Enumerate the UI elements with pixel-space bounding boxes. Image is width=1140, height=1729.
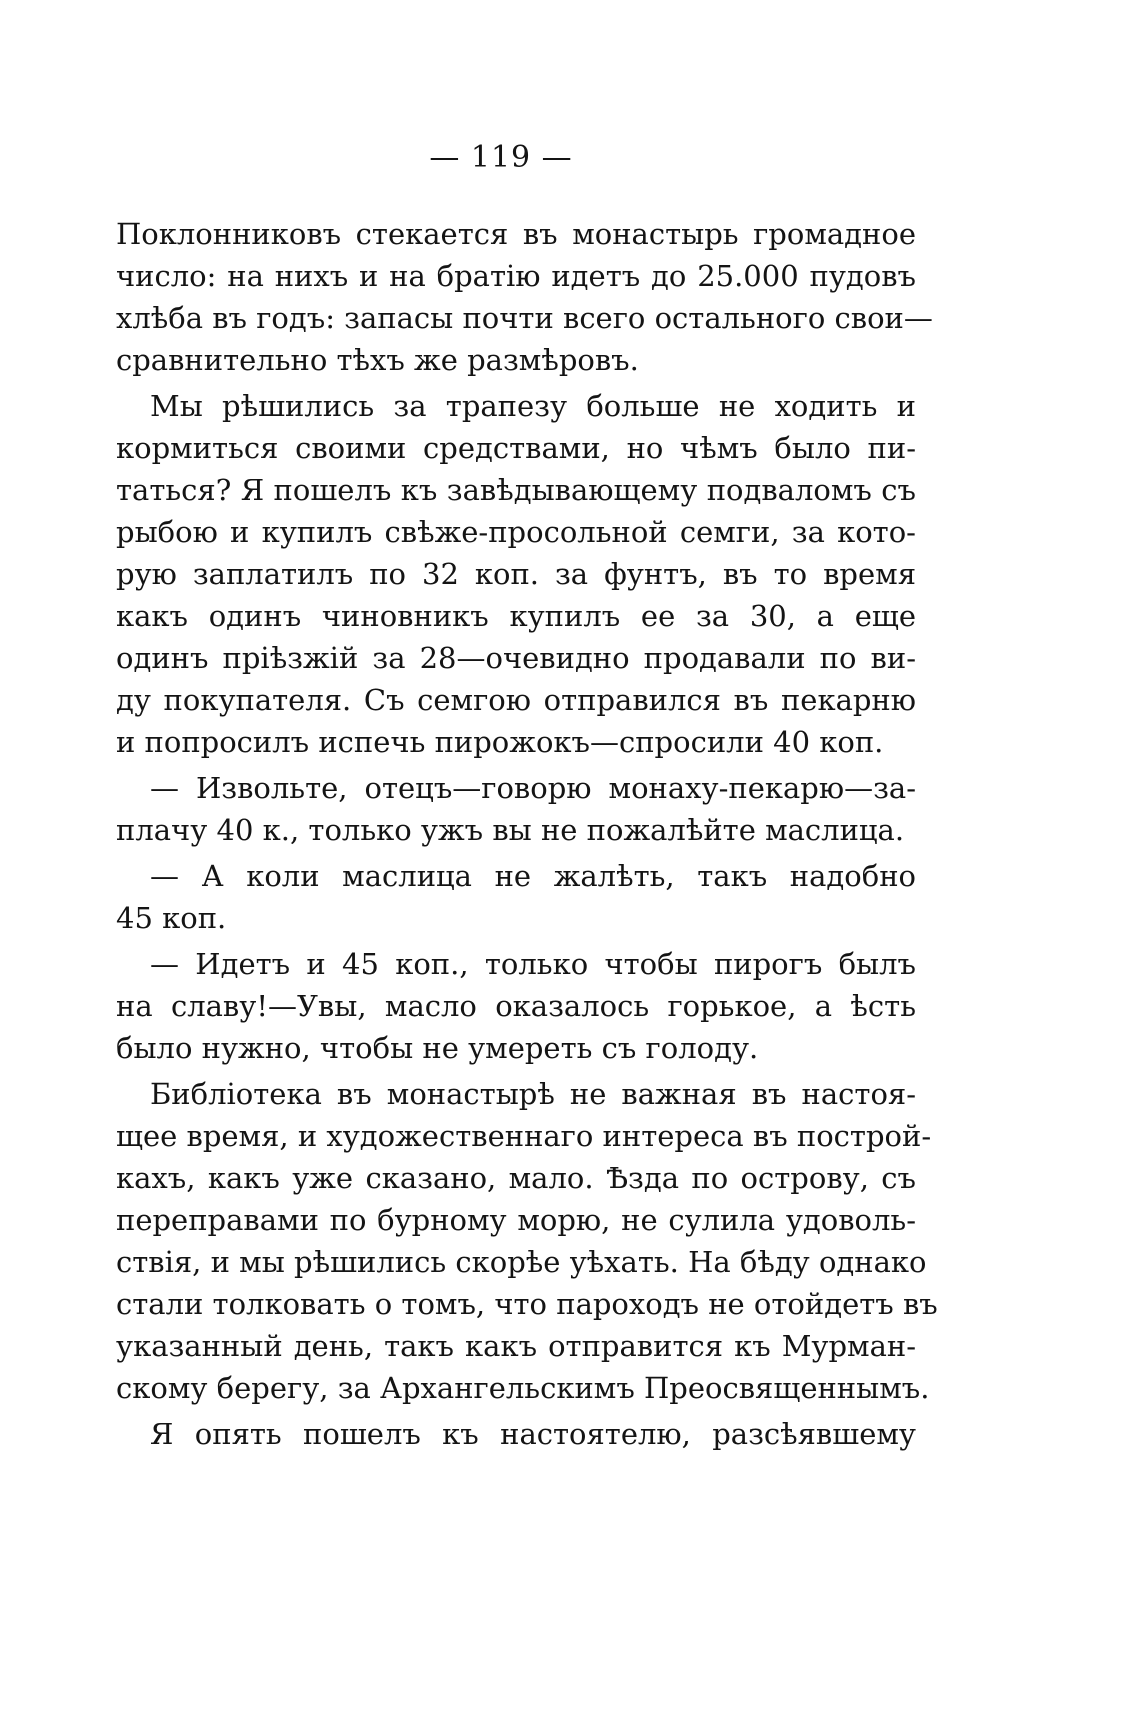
text-line: кормиться своими средствами, но чѣмъ было пи-	[116, 431, 916, 465]
text-line: таться? Я пошелъ къ завѣдывающему подваломъ съ	[116, 473, 916, 507]
paragraph-5	[116, 943, 916, 1069]
paragraph-4	[116, 855, 916, 939]
text-line: рую заплатилъ по 32 коп. за фунтъ, въ то время	[116, 557, 916, 591]
text-line: плачу 40 к., только ужъ вы не пожалѣйте маслица.	[116, 813, 905, 847]
paragraph-6	[116, 1073, 938, 1409]
text-line: Мы рѣшились за трапезу больше не ходить и	[150, 389, 916, 423]
text-line: — Извольте, отецъ—говорю монаху-пекарю—за-	[150, 771, 916, 805]
page-number: — 119 —	[429, 140, 573, 175]
paragraph-1	[116, 213, 933, 381]
text-line: стали толковать о томъ, что пароходъ не отойдетъ въ	[116, 1287, 938, 1321]
text-line: — А коли маслица не жалѣть, такъ надобно	[150, 859, 916, 893]
body-text	[116, 213, 938, 1455]
text-line: Поклонниковъ стекается въ монастырь громадное	[116, 217, 916, 251]
text-line: на славу!—Увы, масло оказалось горькое, а ѣсть	[116, 989, 916, 1023]
text-line: какъ одинъ чиновникъ купилъ ее за 30, а еще	[116, 599, 916, 633]
text-line: 45 коп.	[116, 901, 227, 935]
text-line: хлѣба въ годъ: запасы почти всего остального свои—	[116, 301, 933, 335]
text-line: переправами по бурному морю, не сулила удоволь-	[116, 1203, 916, 1237]
text-line: щее время, и художественнаго интереса въ построй-	[116, 1119, 932, 1153]
paragraph-2	[116, 385, 916, 763]
text-line: число: на нихъ и на братію идетъ до 25.000 пудовъ	[116, 259, 916, 293]
text-line: ствія, и мы рѣшились скорѣе уѣхать. На бѣду однако	[116, 1245, 927, 1279]
text-line: было нужно, чтобы не умереть съ голоду.	[116, 1031, 759, 1065]
text-line: Я опять пошелъ къ настоятелю, разсѣявшему	[150, 1417, 916, 1451]
text-line: рыбою и купилъ свѣже-просольной семги, за кото-	[116, 515, 916, 549]
text-line: кахъ, какъ уже сказано, мало. Ѣзда по острову, съ	[116, 1161, 916, 1195]
text-line: указанный день, такъ какъ отправится къ Мурман-	[116, 1329, 916, 1363]
text-line: — Идетъ и 45 коп., только чтобы пирогъ былъ	[150, 947, 916, 981]
paragraph-3	[116, 767, 916, 851]
text-line: ду покупателя. Съ семгою отправился въ пекарню	[116, 683, 916, 717]
text-line: сравнительно тѣхъ же размѣровъ.	[116, 343, 639, 377]
paragraph-7	[116, 1413, 916, 1455]
text-line: скому берегу, за Архангельскимъ Преосвященнымъ.	[116, 1371, 930, 1405]
text-line: одинъ пріѣзжій за 28—очевидно продавали по ви-	[116, 641, 916, 675]
text-line: Библіотека въ монастырѣ не важная въ настоя-	[150, 1077, 916, 1111]
text-line: и попросилъ испечь пирожокъ—спросили 40 коп.	[116, 725, 884, 759]
